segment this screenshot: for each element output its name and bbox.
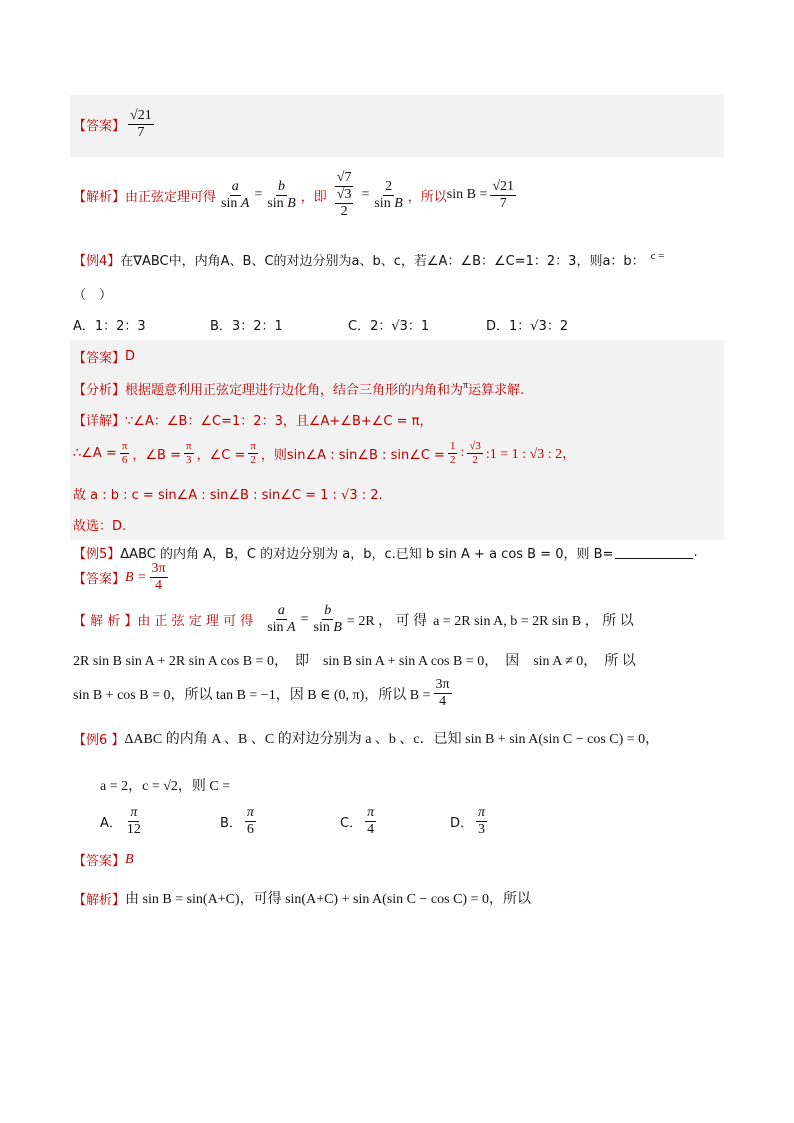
ex4-option-d[interactable]: D．1：√3：2 [486, 319, 569, 334]
ex6-option-b[interactable]: B． $\frac{\pi}{6}$ [220, 805, 254, 838]
ex6-answer: 【答案】 B [73, 851, 134, 869]
ex4-detail-2: ∴∠A = $\frac{\pi}{6}$ ，∠B = $\frac{\pi}{3}$ ，∠C = $\frac{\pi}{2}$ ，则sin∠A : sin∠B : sin∠C = $\frac{1}{2}$ : $\frac{√3}{2}$ :1 = 1 : √3 : 2， [73, 440, 577, 466]
ex6-option-c[interactable]: C． $\frac{\pi}{4}$ [340, 805, 375, 838]
ex4-option-b[interactable]: B．3：2：1 [210, 319, 283, 334]
ex4-fenxi: 【分析】 根据题意利用正弦定理进行边化角，结合三角形的内角和为 π 运算求解. [73, 380, 525, 398]
ex4-detail-3: 故 a : b : c = sin∠A : sin∠B : sin∠C = 1 : √3 : 2. [73, 488, 383, 503]
ex4-paren: （ ） [73, 288, 113, 303]
answer-block-1 [70, 95, 724, 157]
ex6-stem-2: a = 2，c = √2，则 C = [100, 779, 231, 794]
ex5-stem: 【例5】 ΔABC 的内角 A，B，C 的对边分别为 a，b，c.已知 b sin A + a cos B = 0，则 B= . [73, 545, 698, 562]
ex5-analysis-1: 【 解 析 】 由 正 弦 定 理 可 得 $\frac{a}{\text{sin A}}$ = $\frac{b}{\text{sin B}}$ = 2R ， 可 得 a = 2R sin A, b = 2R sin B ， 所 以 [73, 603, 634, 636]
ex5-analysis-2: 2R sin B sin A + 2R sin A cos B = 0， 即 sin B sin A + sin A cos B = 0， 因 sin A ≠ 0， 所 以 [73, 654, 636, 669]
ex4-answer: 【答案】 D [73, 349, 136, 366]
ex6-analysis: 【解析】 由 sin B = sin(A+C)，可得 sin(A+C) + sin A(sin C − cos C) = 0，所以 [73, 892, 531, 908]
answer-fraction: $\frac{√21}{7}$ [130, 108, 152, 141]
ex4-detail-4: 故选：D. [73, 519, 127, 534]
answer-label: 【答案】 [73, 119, 126, 135]
ex4-detail-1: 【详解】 ∵∠A：∠B：∠C=1：2：3，且∠A+∠B+∠C = π， [73, 414, 433, 429]
ex6-option-a[interactable]: A． $\frac{\pi}{12}$ [100, 805, 141, 838]
ex6-option-d[interactable]: D． $\frac{\pi}{3}$ [450, 805, 486, 838]
analysis-line-1: 【解析】 由正弦定理可得 $\frac{a}{\text{sin A}}$ = $\frac{b}{\text{sin B}}$ ，即 $\frac{√7}{\frac{√3}{2}}$ = $\frac{2}{\text{sin B}}$ ，所以 sin B = $\frac{√21}{7}$ [73, 170, 515, 220]
ex4-stem: 【例4】 在∇ABC中，内角A、B、C的对边分别为a、b、c，若∠A：∠B：∠C=1：2：3，则a：b： c = [73, 249, 665, 269]
ex4-option-a[interactable]: A．1：2：3 [73, 319, 146, 334]
ex6-stem: 【例6 】 ΔABC 的内角 A 、B 、C 的对边分别为 a 、b 、c．已知 sin B + sin A(sin C − cos C) = 0， [73, 732, 660, 748]
ex4-option-c[interactable]: C．2：√3：1 [348, 319, 430, 334]
ex5-analysis-3: sin B + cos B = 0，所以 tan B = −1，因 B ∈ (0, π)，所以 B = $\frac{3\pi}{4}$ [73, 677, 450, 710]
answer-line-1 [73, 108, 157, 141]
ex5-blank[interactable] [615, 546, 693, 559]
ex5-answer: 【答案】 B = $\frac{3\pi}{4}$ [73, 561, 166, 594]
